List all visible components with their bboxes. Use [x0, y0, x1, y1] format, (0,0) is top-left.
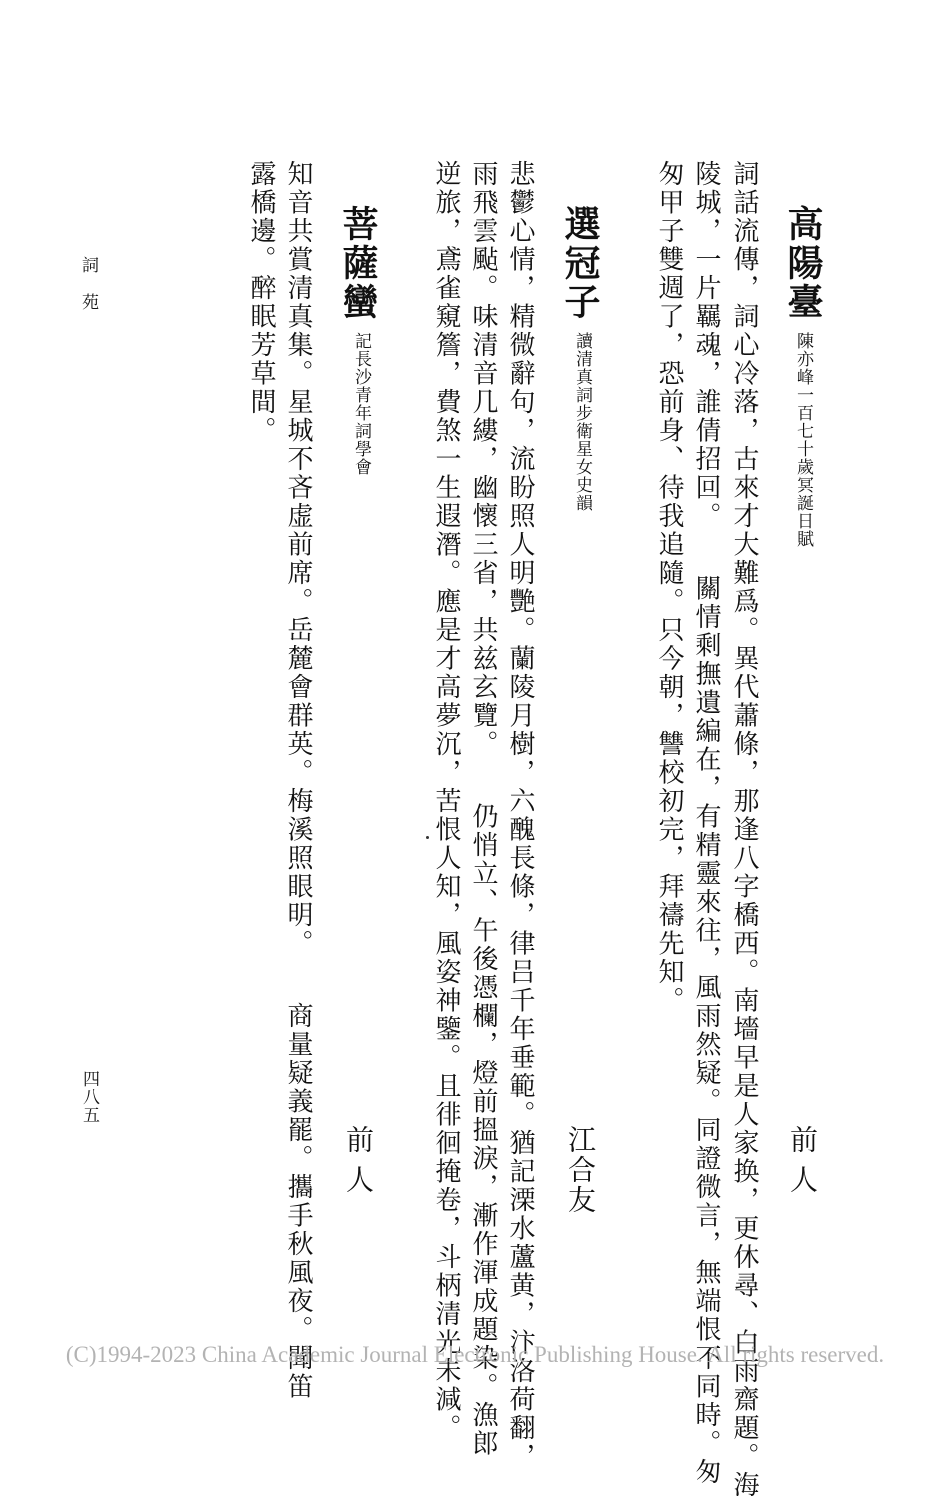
poem-line: 詞話流傳，詞心冷落，古來才大難爲。異代蕭條，那逢八字橋西。南墻早是人家换，更休尋、白雨齋題。海: [729, 160, 759, 1500]
poem-line: 陵城，一片羈魂，誰倩招回。 關情剩撫遺編在，有精靈來往，風雨然疑。同證微言，無端恨不同時。匆: [691, 160, 721, 1487]
poem-line: 露橋邊。醉眠芳草間。: [246, 160, 276, 445]
print-speck: [426, 836, 429, 839]
poem-line: 悲鬱心情，精微辭句，流盼照人明艷。蘭陵月樹，六醜長條，律吕千年垂範。猶記溧水蘆黄，汴洛荷翻，: [505, 160, 535, 1471]
poem-subtitle: 讀清真詞步衛星女史韻: [572, 332, 592, 512]
poem-line: 知音共賞清真集。星城不吝虚前席。岳麓會群英。梅溪照眼明。 商量疑義罷。攜手秋風夜。聞笛: [283, 160, 313, 1401]
poem-subtitle: 陳亦峰一百七十歲冥誕日賦: [793, 332, 813, 548]
poem-line: 雨飛雲颭。味清音几縷，幽懷三省，共兹玄覽。 仍悄立、午後憑欄，燈前搵淚，漸作渾成題染。漁郎: [468, 160, 498, 1458]
poem-line: 逆旅，鳶雀窺簷，費煞一生遐潛。應是才高夢沉，苦恨人知，風姿神鑒。且徘徊掩卷，斗柄清光未減。: [431, 160, 461, 1443]
poem-title: 高陽臺: [782, 205, 824, 322]
poem-author: 江合友: [564, 1125, 597, 1215]
running-head: 詞苑: [78, 256, 98, 330]
poem-author: 前人: [342, 1125, 375, 1205]
poem-author: 前人: [786, 1125, 819, 1205]
page-number: 四八五: [79, 1070, 99, 1124]
poem-line: 匆甲子雙週了，恐前身、待我追隨。只今朝，讐校初完，拜禱先知。: [654, 160, 684, 1015]
copyright-footer: (C)1994-2023 China Academic Journal Electronic Publishing House. All rights reserved.: [65, 1342, 885, 1367]
poem-title: 菩薩蠻: [337, 205, 379, 322]
poem-title: 選冠子: [559, 205, 601, 322]
poem-subtitle: 記長沙青年詞學會: [351, 332, 371, 476]
